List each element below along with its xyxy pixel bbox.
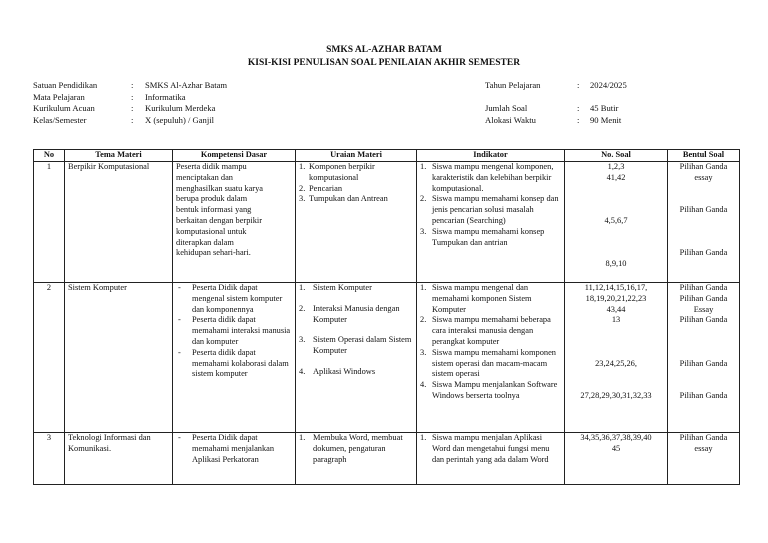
nosoal-line xyxy=(568,205,664,216)
list-marker: 2. xyxy=(299,183,306,193)
indikator-list xyxy=(420,162,561,248)
list-marker: 4. xyxy=(299,366,306,376)
meta-right xyxy=(485,80,627,126)
meta-label: Jumlah Soal xyxy=(485,103,528,114)
kd-line: menciptakan dan xyxy=(176,172,233,182)
list-item xyxy=(176,348,292,380)
list-item xyxy=(420,348,561,380)
meta-row xyxy=(33,92,227,104)
list-text: Siswa mampu memahami konsep dan jenis pencarian solusi masalah pencarian (Searching) xyxy=(432,194,559,225)
nosoal-line: 27,28,29,30,31,32,33 xyxy=(580,390,652,400)
list-text: Siswa mampu mengenal komponen, karakteristik dan kelebihan berpikir komputasional. xyxy=(432,162,554,193)
bentuk-line xyxy=(671,380,736,391)
cell-nosoal xyxy=(565,162,668,283)
bentuk-line xyxy=(671,369,736,380)
list-text: Tumpukan dan Antrean xyxy=(309,194,388,204)
list-text: Pencarian xyxy=(309,183,343,193)
list-text: Aplikasi Windows xyxy=(313,366,376,376)
bentuk-line: Pilihan Ganda xyxy=(679,390,728,400)
meta-sep: : xyxy=(131,80,134,91)
list-item xyxy=(420,315,561,347)
bentuk-line: Pilihan Ganda xyxy=(679,315,728,325)
meta-sep: : xyxy=(577,103,580,114)
list-item xyxy=(299,335,413,357)
nosoal-line xyxy=(568,380,664,391)
list-item xyxy=(299,304,413,326)
meta-label: Satuan Pendidikan xyxy=(33,80,98,91)
nosoal-line: 23,24,25,26, xyxy=(595,358,637,368)
cell-uraian xyxy=(296,162,417,283)
nosoal-line xyxy=(568,348,664,359)
nosoal-line: 8,9,10 xyxy=(605,259,627,269)
nosoal-line xyxy=(568,337,664,348)
header-kompetensi: Kompetensi Dasar xyxy=(173,150,296,162)
list-marker: 1. xyxy=(420,283,427,292)
list-marker: - xyxy=(178,315,181,325)
nosoal-line xyxy=(568,227,664,238)
list-marker: - xyxy=(178,283,181,292)
cell-bentuk xyxy=(668,283,740,433)
meta-row xyxy=(485,115,627,127)
table-body xyxy=(34,162,740,485)
school-name: SMKS AL-AZHAR BATAM xyxy=(326,45,442,55)
indikator-list xyxy=(420,283,561,402)
bentuk-line: Essay xyxy=(693,304,714,314)
list-marker: 4. xyxy=(420,380,427,390)
kd-list xyxy=(176,433,292,465)
list-marker: 1. xyxy=(299,283,306,292)
kd-line: diterapkan dalam xyxy=(176,237,234,247)
bentuk-line: Pilihan Ganda xyxy=(679,358,728,368)
list-text: Peserta didik dapat memahami kolaborasi dalam sistem komputer xyxy=(192,347,289,379)
cell-no: 1 xyxy=(34,162,65,283)
cell-no: 2 xyxy=(34,283,65,433)
bentuk-line xyxy=(671,326,736,337)
meta-value: 45 Butir xyxy=(590,103,619,114)
list-marker: 1. xyxy=(299,433,306,442)
kd-list xyxy=(176,283,292,380)
nosoal-line xyxy=(568,326,664,337)
meta-value: Informatika xyxy=(145,91,186,102)
cell-nosoal xyxy=(565,433,668,485)
meta-value: Kurikulum Merdeka xyxy=(145,103,216,114)
table-row xyxy=(34,162,740,283)
cell-uraian xyxy=(296,283,417,433)
meta-row xyxy=(33,80,227,92)
header-uraian: Uraian Materi xyxy=(296,150,417,162)
document-header xyxy=(0,44,768,70)
nosoal-line: 4,5,6,7 xyxy=(604,215,628,225)
meta-left xyxy=(33,80,227,126)
meta-value: 90 Menit xyxy=(590,114,622,125)
meta-sep: : xyxy=(131,91,134,102)
meta-sep: : xyxy=(577,80,580,91)
nosoal-line xyxy=(568,248,664,259)
nosoal-line xyxy=(568,194,664,205)
bentuk-line: Pilihan Ganda xyxy=(679,248,728,258)
header-bentuk: Bentul Soal xyxy=(668,150,740,162)
list-text: Siswa mampu menjalan Aplikasi Word dan mengetahui fungsi menu dan perintah yang ada dalam Word xyxy=(432,433,550,464)
bentuk-line xyxy=(671,227,736,238)
list-item xyxy=(176,283,292,315)
kisi-kisi-table xyxy=(33,149,740,485)
nosoal-line: 18,19,20,21,22,23 xyxy=(585,293,647,303)
meta-label: Mata Pelajaran xyxy=(33,91,85,102)
cell-nosoal xyxy=(565,283,668,433)
meta-sep: : xyxy=(131,103,134,114)
nosoal-line: 11,12,14,15,16,17, xyxy=(584,283,648,292)
list-item xyxy=(299,433,413,465)
cell-indikator xyxy=(417,162,565,283)
table-header-row xyxy=(34,150,740,162)
cell-tema: Teknologi Informasi dan Komunikasi. xyxy=(65,433,173,485)
bentuk-line: Pilihan Ganda xyxy=(679,162,728,171)
header-nosoal: No. Soal xyxy=(565,150,668,162)
meta-label: Alokasi Waktu xyxy=(485,114,536,125)
cell-uraian xyxy=(296,433,417,485)
meta-row xyxy=(485,80,627,92)
cell-bentuk xyxy=(668,433,740,485)
header-indikator: Indikator xyxy=(417,150,565,162)
list-item xyxy=(420,380,561,402)
bentuk-line xyxy=(671,238,736,249)
list-text: Interaksi Manusia dengan Komputer xyxy=(313,303,400,324)
list-text: Peserta Didik dapat memahami menjalankan Aplikasi Perkatoran xyxy=(192,433,275,464)
bentuk-line xyxy=(671,184,736,195)
cell-kompetensi xyxy=(173,162,296,283)
cell-indikator xyxy=(417,283,565,433)
bentuk-line: Pilihan Ganda xyxy=(679,433,728,442)
list-item xyxy=(299,194,413,205)
list-marker: 3. xyxy=(420,226,427,236)
bentuk-line: Pilihan Ganda xyxy=(679,205,728,215)
meta-value: SMKS Al-Azhar Batam xyxy=(145,80,228,91)
list-item xyxy=(420,283,561,315)
cell-bentuk xyxy=(668,162,740,283)
list-item xyxy=(176,315,292,347)
bentuk-line xyxy=(671,348,736,359)
header-no: No xyxy=(34,150,65,162)
cell-kompetensi xyxy=(173,283,296,433)
nosoal-line: 45 xyxy=(611,443,621,453)
list-marker: 2. xyxy=(420,194,427,204)
meta-row xyxy=(33,103,227,115)
meta-row xyxy=(485,92,627,104)
list-item xyxy=(299,283,413,294)
meta-row xyxy=(485,103,627,115)
list-text: Siswa Mampu menjalankan Software Windows berserta toolnya xyxy=(432,380,558,400)
kd-line: bentuk informasi yang xyxy=(176,205,252,215)
kd-line: berkaitan dengan berpikir xyxy=(176,215,263,225)
nosoal-line: 41,42 xyxy=(606,172,626,182)
cell-tema: Sistem Komputer xyxy=(65,283,173,433)
uraian-list xyxy=(299,283,413,378)
table-row xyxy=(34,433,740,485)
list-text: Komponen berpikir komputasional xyxy=(309,162,375,182)
cell-no: 3 xyxy=(34,433,65,485)
meta-row xyxy=(33,115,227,127)
list-marker: 3. xyxy=(299,335,306,345)
nosoal-line: 34,35,36,37,38,39,40 xyxy=(580,433,652,442)
list-marker: 1. xyxy=(420,162,427,171)
cell-indikator xyxy=(417,433,565,485)
table-row xyxy=(34,283,740,433)
list-item xyxy=(299,162,413,184)
bentuk-line xyxy=(671,337,736,348)
indikator-list xyxy=(420,433,561,465)
meta-sep: : xyxy=(577,114,580,125)
bentuk-line xyxy=(671,194,736,205)
kd-line: Peserta didik mampu xyxy=(176,162,247,171)
list-item xyxy=(420,194,561,226)
list-text: Peserta Didik dapat mengenal sistem komputer dan komponennya xyxy=(192,283,283,314)
list-text: Peserta didik dapat memahami interaksi manusia dan komputer xyxy=(192,315,291,346)
kd-line: berupa produk dalam xyxy=(176,194,248,204)
cell-tema: Berpikir Komputasional xyxy=(65,162,173,283)
bentuk-line: Pilihan Ganda xyxy=(679,283,728,292)
list-marker: 3. xyxy=(299,194,306,204)
nosoal-line: 43,44 xyxy=(606,304,626,314)
meta-sep: : xyxy=(131,114,134,125)
nosoal-line: 13 xyxy=(611,315,621,325)
list-marker: - xyxy=(178,433,181,442)
nosoal-line xyxy=(568,238,664,249)
document-title: KISI-KISI PENULISAN SOAL PENILAIAN AKHIR SEMESTER xyxy=(247,58,521,68)
bentuk-line: essay xyxy=(694,443,713,453)
kd-line: komputasional untuk xyxy=(176,226,247,236)
list-item xyxy=(176,433,292,465)
meta-value: X (sepuluh) / Ganjil xyxy=(145,114,214,125)
list-text: Siswa mampu memahami konsep Tumpukan dan antrian xyxy=(432,226,545,247)
list-item xyxy=(299,367,413,378)
header-tema: Tema Materi xyxy=(65,150,173,162)
list-text: Sistem Komputer xyxy=(313,283,372,292)
nosoal-line: 1,2,3 xyxy=(607,162,625,171)
bentuk-line: Pilihan Ganda xyxy=(679,293,728,303)
list-marker: - xyxy=(178,347,181,357)
list-text: Siswa mampu memahami beberapa cara interaksi manusia dengan perangkat komputer xyxy=(432,315,551,346)
nosoal-line xyxy=(568,184,664,195)
list-marker: 1. xyxy=(420,433,427,442)
bentuk-line: essay xyxy=(694,172,713,182)
list-marker: 3. xyxy=(420,347,427,357)
list-marker: 2. xyxy=(299,303,306,313)
list-item xyxy=(420,162,561,194)
bentuk-line xyxy=(671,216,736,227)
list-item xyxy=(299,184,413,195)
list-marker: 2. xyxy=(420,315,427,325)
meta-label: Kurikulum Acuan xyxy=(33,103,95,114)
meta-label: Tahun Pelajaran xyxy=(485,80,541,91)
list-marker: 1. xyxy=(299,162,306,171)
uraian-list xyxy=(299,162,413,205)
list-text: Siswa mampu mengenal dan memahami komponen Sistem Komputer xyxy=(432,283,532,314)
list-item xyxy=(420,433,561,465)
list-text: Siswa mampu memahami komponen sistem operasi dan macam-macam sistem operasi xyxy=(432,347,556,379)
uraian-list xyxy=(299,433,413,465)
nosoal-line xyxy=(568,369,664,380)
kd-line: menghasilkan suatu karya xyxy=(176,183,263,193)
kd-line: kehidupan sehari-hari. xyxy=(176,248,251,258)
cell-kompetensi xyxy=(173,433,296,485)
list-text: Membuka Word, membuat dokumen, pengaturan paragraph xyxy=(313,433,403,464)
meta-label: Kelas/Semester xyxy=(33,114,87,125)
list-text: Sistem Operasi dalam Sistem Komputer xyxy=(313,335,412,356)
meta-value: 2024/2025 xyxy=(590,80,627,91)
list-item xyxy=(420,227,561,249)
